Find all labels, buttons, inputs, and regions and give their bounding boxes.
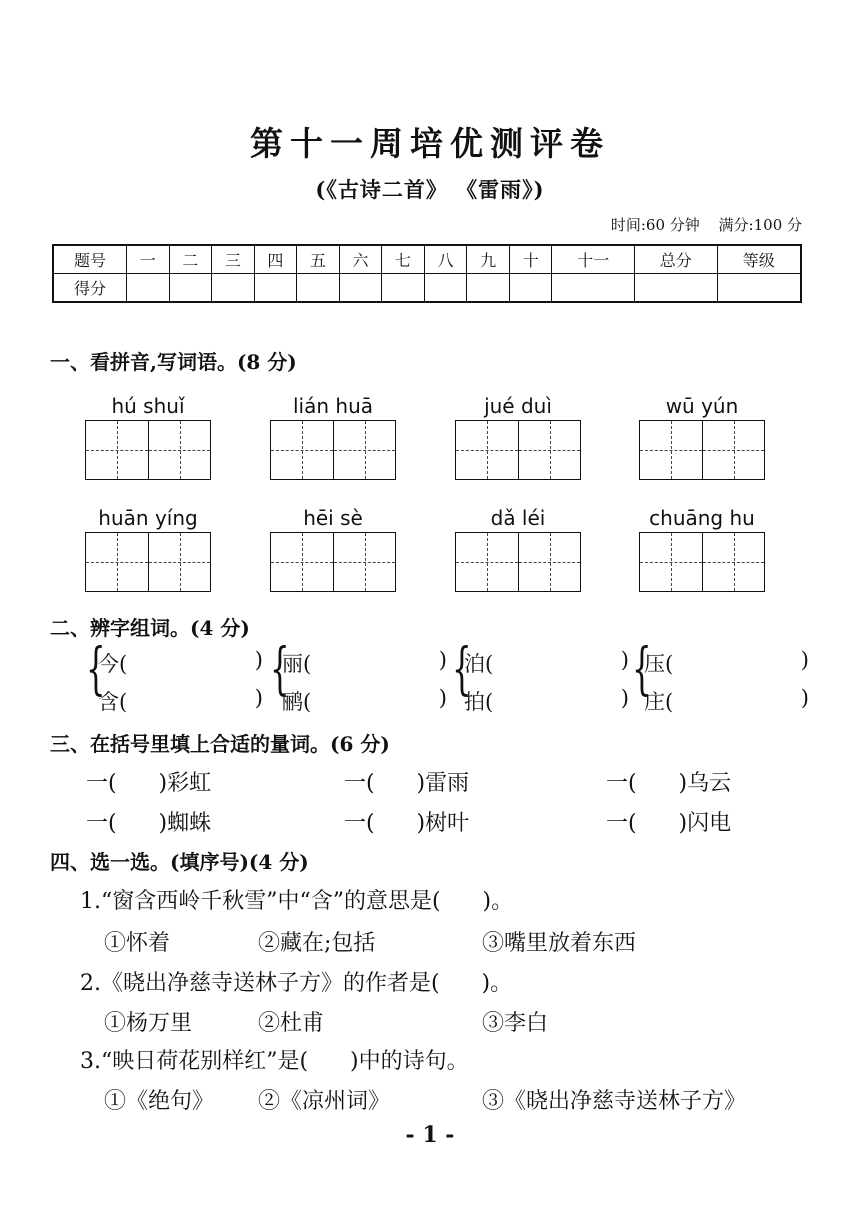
- col-header: 六: [339, 245, 382, 274]
- time-limit: 时间:60 分钟: [610, 216, 700, 234]
- section-4-heading: 四、选一选。(填序号)(4 分): [50, 850, 309, 874]
- tianzige-box[interactable]: [270, 532, 396, 592]
- measure-word-item[interactable]: 一( )雷雨: [344, 771, 470, 796]
- score-cell[interactable]: [297, 274, 340, 303]
- char-pair-group: [632, 637, 812, 714]
- page-title: 第十一周培优测评卷: [250, 124, 610, 163]
- page-subtitle: (《古诗二首》 《雷雨》): [315, 177, 545, 202]
- option[interactable]: ①《绝句》: [104, 1089, 215, 1114]
- option[interactable]: ②藏在;包括: [258, 931, 376, 956]
- col-header: 十一: [552, 245, 635, 274]
- char-pair-row[interactable]: 鹂( ): [282, 686, 447, 714]
- pinyin-label: wū yún: [665, 394, 739, 418]
- col-header: 十: [509, 245, 552, 274]
- option[interactable]: ②杜甫: [258, 1011, 325, 1036]
- score-table-header-row: [53, 245, 801, 274]
- tianzige-box[interactable]: [455, 532, 581, 592]
- score-table: [52, 244, 802, 303]
- option[interactable]: ②《凉州词》: [258, 1089, 391, 1114]
- char-pair-group: [86, 637, 266, 714]
- col-header: 一: [127, 245, 170, 274]
- char-pair-group: [452, 637, 632, 714]
- score-cell[interactable]: [339, 274, 382, 303]
- pinyin-label: jué duì: [484, 394, 552, 418]
- brace-icon: {: [452, 637, 472, 702]
- pinyin-label: chuāng hu: [649, 506, 755, 530]
- measure-word-item[interactable]: 一( )彩虹: [86, 771, 212, 796]
- score-cell[interactable]: [424, 274, 467, 303]
- brace-icon: {: [632, 637, 652, 702]
- col-header: 总分: [635, 245, 718, 274]
- pinyin-label: huān yíng: [98, 506, 198, 530]
- tianzige-box[interactable]: [455, 420, 581, 480]
- char-pair-row[interactable]: 今( ): [98, 648, 263, 676]
- section-2-heading: 二、辨字组词。(4 分): [50, 616, 250, 640]
- col-header: 九: [467, 245, 510, 274]
- char-pair-group: [270, 637, 450, 714]
- measure-word-item[interactable]: 一( )乌云: [606, 771, 732, 796]
- question-3: 3.“映日荷花别样红”是( )中的诗句。: [80, 1049, 469, 1074]
- pinyin-label: lián huā: [292, 394, 373, 418]
- exam-meta: [597, 214, 802, 235]
- pinyin-label: hēi sè: [303, 506, 363, 530]
- char-pair-row[interactable]: 庄( ): [644, 686, 809, 714]
- brace-icon: {: [270, 637, 290, 702]
- char-pair-row[interactable]: 拍( ): [464, 686, 629, 714]
- col-header: 八: [424, 245, 467, 274]
- score-cell[interactable]: [717, 274, 801, 303]
- score-cell[interactable]: [212, 274, 255, 303]
- char-pair-row[interactable]: 丽( ): [282, 648, 447, 676]
- score-cell[interactable]: [254, 274, 297, 303]
- col-header: 二: [169, 245, 212, 274]
- col-header: 三: [212, 245, 255, 274]
- tianzige-box[interactable]: [85, 532, 211, 592]
- page-number: - 1 -: [405, 1122, 455, 1148]
- option[interactable]: ③李白: [482, 1011, 549, 1036]
- score-cell[interactable]: [552, 274, 635, 303]
- full-score: 满分:100 分: [718, 216, 802, 234]
- score-cell[interactable]: [635, 274, 718, 303]
- col-header: 四: [254, 245, 297, 274]
- pinyin-label: hú shuǐ: [111, 394, 185, 418]
- section-1-heading: 一、看拼音,写词语。(8 分): [50, 350, 297, 374]
- measure-word-item[interactable]: 一( )闪电: [606, 811, 732, 836]
- char-pair-row[interactable]: 含( ): [98, 686, 263, 714]
- col-header: 五: [297, 245, 340, 274]
- char-pair-row[interactable]: 压( ): [644, 648, 809, 676]
- tianzige-box[interactable]: [639, 532, 765, 592]
- tianzige-box[interactable]: [85, 420, 211, 480]
- score-cell[interactable]: [509, 274, 552, 303]
- measure-word-item[interactable]: 一( )树叶: [344, 811, 470, 836]
- score-cell[interactable]: [467, 274, 510, 303]
- option[interactable]: ①怀着: [104, 931, 171, 956]
- tianzige-box[interactable]: [639, 420, 765, 480]
- score-table-score-row: [53, 274, 801, 303]
- row-label: 得分: [53, 274, 127, 303]
- option[interactable]: ③嘴里放着东西: [482, 931, 637, 956]
- pinyin-label: dǎ léi: [490, 506, 546, 530]
- question-1: 1.“窗含西岭千秋雪”中“含”的意思是( )。: [80, 889, 514, 914]
- tianzige-box[interactable]: [270, 420, 396, 480]
- option[interactable]: ①杨万里: [104, 1011, 193, 1036]
- char-pair-row[interactable]: 泊( ): [464, 648, 629, 676]
- section-3-heading: 三、在括号里填上合适的量词。(6 分): [50, 732, 390, 756]
- score-cell[interactable]: [382, 274, 425, 303]
- measure-word-item[interactable]: 一( )蜘蛛: [86, 811, 212, 836]
- col-header: 等级: [717, 245, 801, 274]
- row-label: 题号: [53, 245, 127, 274]
- col-header: 七: [382, 245, 425, 274]
- brace-icon: {: [86, 637, 106, 702]
- option[interactable]: ③《晓出净慈寺送林子方》: [482, 1089, 747, 1114]
- score-cell[interactable]: [127, 274, 170, 303]
- score-cell[interactable]: [169, 274, 212, 303]
- question-2: 2.《晓出净慈寺送林子方》的作者是( )。: [80, 971, 513, 996]
